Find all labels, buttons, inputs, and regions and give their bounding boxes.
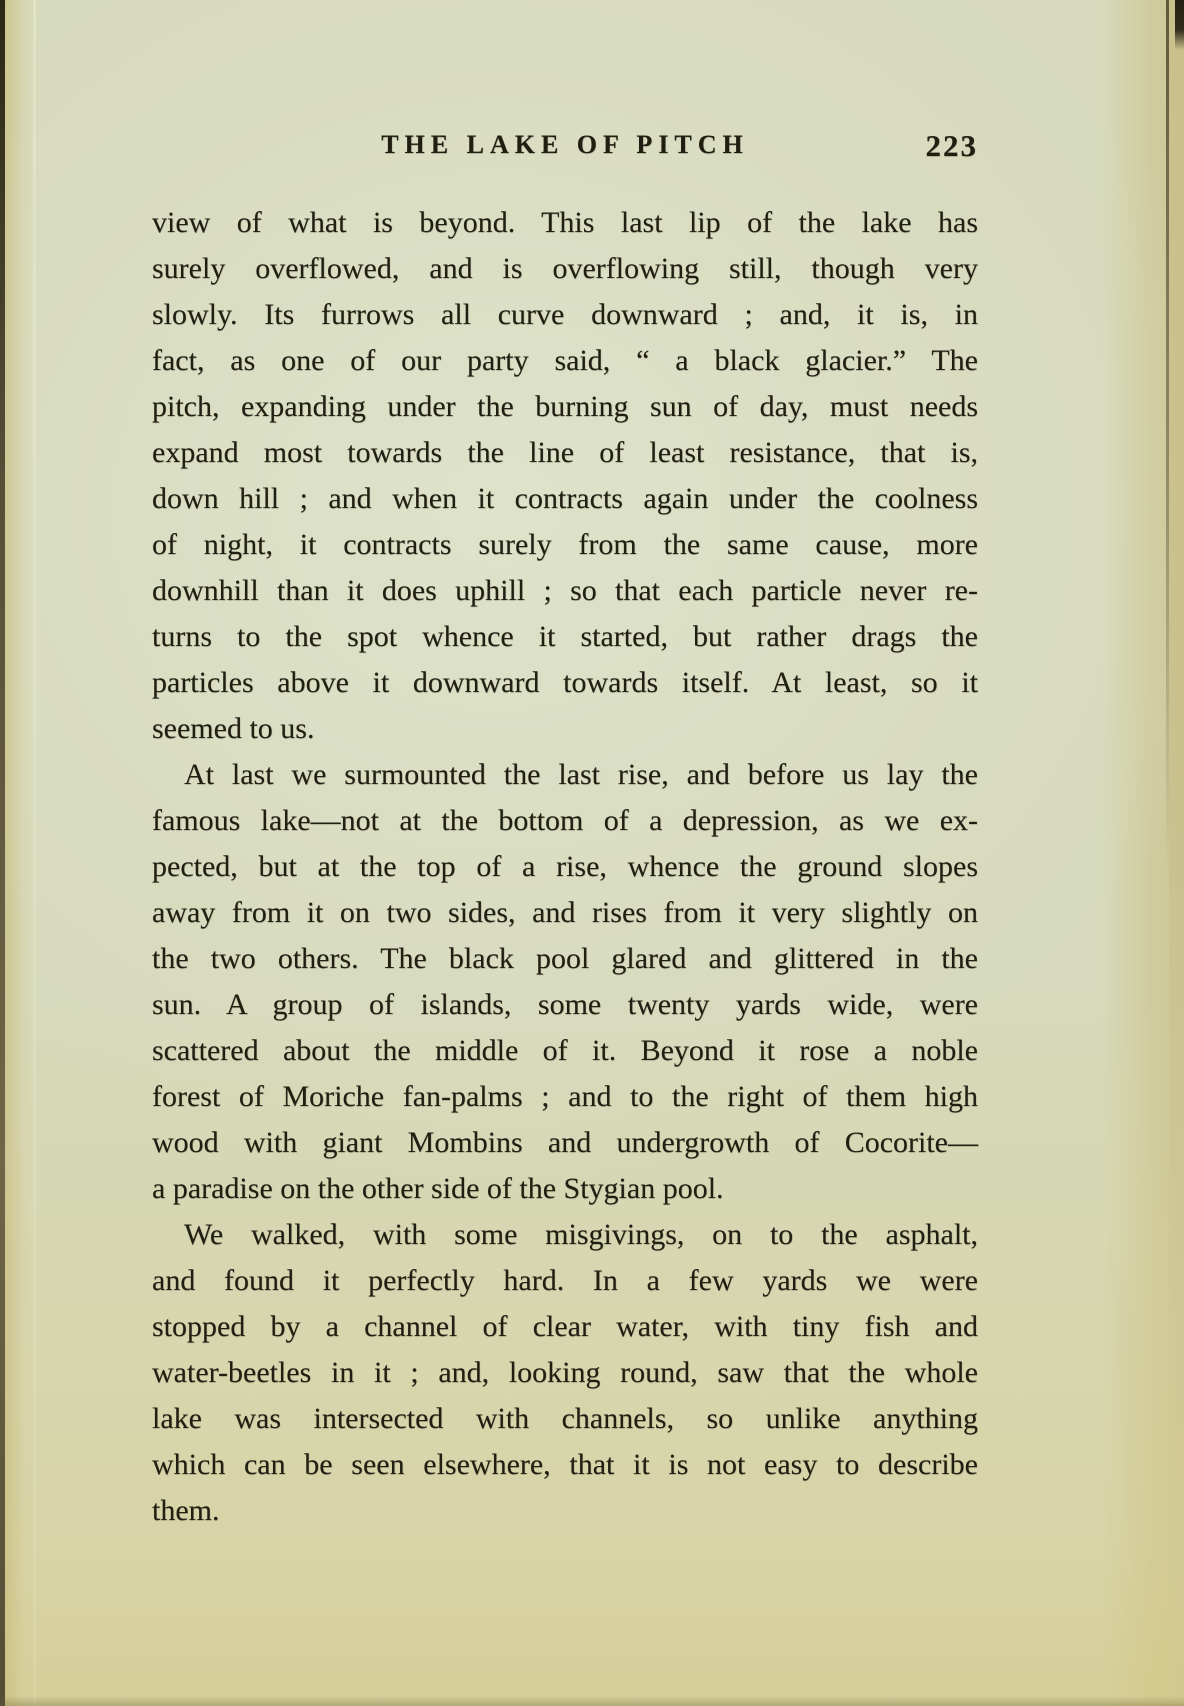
text-line: sun. A group of islands, some twenty yards wide, were (152, 988, 978, 1021)
text-line: which can be seen elsewhere, that it is not easy to describe (152, 1448, 978, 1481)
text-line: wood with giant Mombins and undergrowth of Cocorite— (152, 1126, 978, 1159)
scan-edge-left-tan (5, 0, 35, 1706)
page-header (152, 130, 978, 170)
paragraph (152, 752, 978, 1212)
text-line: pitch, expanding under the burning sun of day, must needs (152, 390, 978, 423)
text-line: stopped by a channel of clear water, with tiny fish and (152, 1310, 978, 1343)
text-line: forest of Moriche fan-palms ; and to the right of them high (152, 1080, 978, 1113)
text-line: scattered about the middle of it. Beyond it rose a noble (152, 1034, 978, 1067)
page-number: 223 (925, 128, 978, 163)
text-line: lake was intersected with channels, so unlike anything (152, 1402, 978, 1435)
text-line: them. (152, 1494, 220, 1527)
scan-edge-right-strip (1169, 0, 1184, 1706)
text-line: the two others. The black pool glared and glittered in the (152, 942, 978, 975)
text-line: seemed to us. (152, 712, 315, 745)
text-line: and found it perfectly hard. In a few yards we were (152, 1264, 978, 1297)
text-line: away from it on two sides, and rises from it very slightly on (152, 896, 978, 929)
text-line: At last we surmounted the last rise, and before us lay the (184, 758, 978, 791)
text-line: water-beetles in it ; and, looking round, saw that the whole (152, 1356, 978, 1389)
scan-corner-top-right (1175, 0, 1184, 50)
text-line: downhill than it does uphill ; so that each particle never re- (152, 574, 978, 607)
text-line: of night, it contracts surely from the same cause, more (152, 528, 978, 561)
text-line: expand most towards the line of least resistance, that is, (152, 436, 978, 469)
text-line: fact, as one of our party said, “ a black glacier.” The (152, 344, 978, 377)
text-line: surely overflowed, and is overflowing still, though very (152, 252, 978, 285)
text-line: view of what is beyond. This last lip of the lake has (152, 206, 978, 239)
scan-edge-bottom-shadow (0, 1696, 1184, 1706)
scan-edge-left-highlight (33, 0, 36, 1706)
paragraph (152, 1212, 978, 1534)
text-line: particles above it downward towards itself. At least, so it (152, 666, 978, 699)
paragraph (152, 200, 978, 752)
text-line: turns to the spot whence it started, but rather drags the (152, 620, 978, 653)
text-line: pected, but at the top of a rise, whence the ground slopes (152, 850, 978, 883)
text-line: down hill ; and when it contracts again under the coolness (152, 482, 978, 515)
running-title: THE LAKE OF PITCH (381, 130, 749, 159)
page-body (152, 200, 978, 1534)
text-line: famous lake—not at the bottom of a depression, as we ex- (152, 804, 978, 837)
text-line: slowly. Its furrows all curve downward ; and, it is, in (152, 298, 978, 331)
text-line: a paradise on the other side of the Stygian pool. (152, 1172, 724, 1205)
text-line: We walked, with some misgivings, on to the asphalt, (184, 1218, 978, 1251)
